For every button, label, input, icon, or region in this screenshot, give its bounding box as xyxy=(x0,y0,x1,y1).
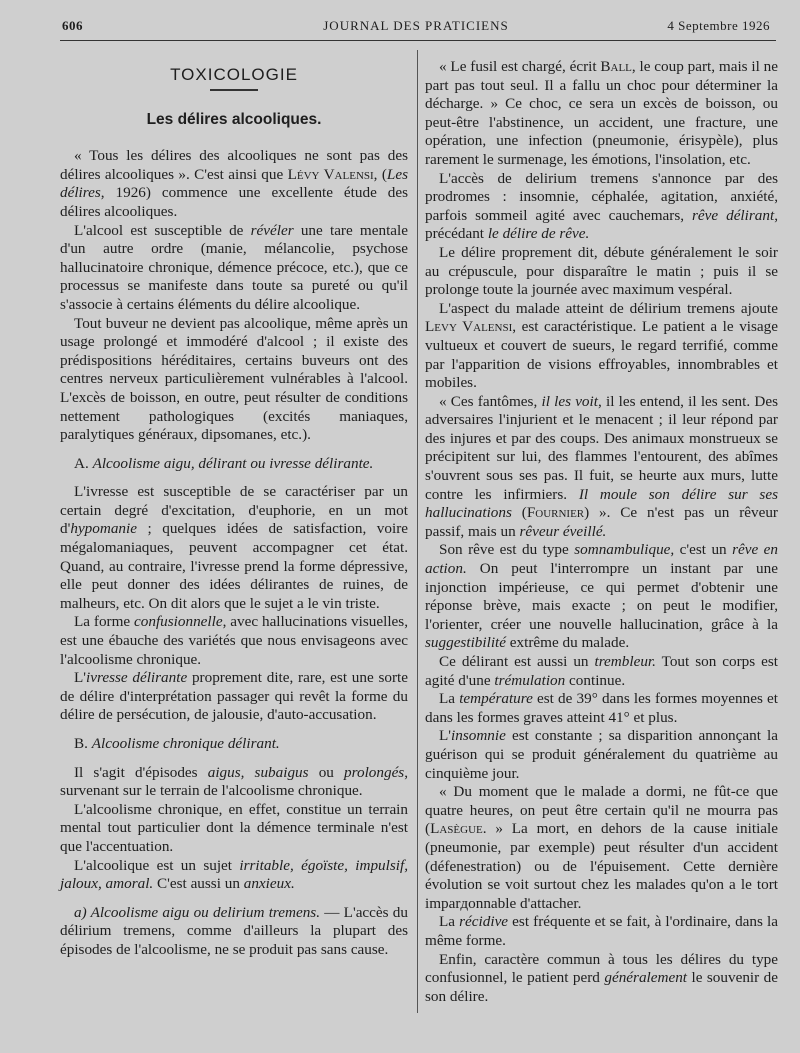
author-name: Levy Valensi xyxy=(425,318,513,336)
paragraph: La récidive est fréquente et se fait, à l'ordinaire, dans la même forme. xyxy=(425,913,778,949)
paragraph: La forme confusionnelle, avec hallucinations visuelles, est une ébauche des variétés que nous envisageons avec l'alcoolisme chronique. xyxy=(60,613,408,668)
paragraph: L'ivresse délirante proprement dite, rare, est une sorte de délire d'interprétation passager qui revêt la forme du délire de persécution, de jalousie, d'auto-accusation. xyxy=(60,669,408,724)
right-column xyxy=(425,58,778,1006)
running-header xyxy=(62,18,770,40)
header-rule xyxy=(60,40,776,41)
section-title: TOXICOLOGIE xyxy=(170,65,298,84)
paragraph: L'alcool est susceptible de révéler une tare mentale d'un autre ordre (manie, mélancolie, psychose hallucinatoire chronique, démence précoce, etc.), que ce processus se manifeste dans toute sa pureté ou qu'il s'associe à certains éléments du délire alcoolique. xyxy=(60,221,408,313)
paragraph: « Ces fantômes, il les voit, il les entend, il les sent. Des adversaires l'injurient et le menacent ; il leur répond par des injures et par des coups. Des animaux monstrueux se précipitent sur lui, des flammes l'entourent, des abîmes s'ouvrent sous ses pas. Il fuit, se heurte aux murs, lutte contre les infirmiers. Il moule son délire sur ses hallucinations (Fournier) ». Ce n'est pas un rêveur passif, mais un rêveur éveillé. xyxy=(425,392,778,540)
paragraph: L'insomnie est constante ; sa disparition annonçant la guérison qui se produit généralement du quatrième au cinquième jour. xyxy=(425,727,778,782)
author-name: Lasègue xyxy=(430,820,483,838)
paragraph: L'accès de delirium tremens s'annonce par des prodromes : insomnie, céphalée, agitation, anxiété, parfois sommeil agité avec cauchemars, rêve délirant, précédant le délire de rêve. xyxy=(425,169,778,243)
subsection-heading-b: B. Alcoolisme chronique délirant. xyxy=(74,735,280,752)
paragraph: « Tous les délires des alcooliques ne sont pas des délires alcooliques ». C'est ainsi que Lévy Valensi, (Les délires, 1926) commence une excellente étude des délires alcooliques. xyxy=(60,147,409,220)
subsection-heading-a: A. Alcoolisme aigu, délirant ou ivresse délirante. xyxy=(74,454,374,472)
section-underline xyxy=(210,89,258,91)
issue-date: 4 Septembre 1926 xyxy=(667,18,770,33)
paragraph: L'alcoolisme chronique, en effet, constitue un terrain mental tout particulier dont la démence terminale n'est que l'accentuation. xyxy=(60,800,408,855)
left-column xyxy=(60,50,408,960)
paragraph: Son rêve est du type somnambulique, c'est un rêve en action. On peut l'interrompre un instant par une injonction impérieuse, ce qui permet d'obtenir une réponse brève, mais exacte ; on peut le modifier, l'orienter, créer une nouvelle hallucination, grâce à la suggestibilité extrême du malade. xyxy=(425,541,778,652)
paragraph: L'aspect du malade atteint de délirium tremens ajoute Levy Valensi, est caractéristique. Le patient a le visage vultueux et couvert de sueurs, le regard terrifié, comme par l'apparition de visions effroyables, innombrables et mobiles. xyxy=(425,299,778,392)
article-title: Les délires alcooliques. xyxy=(146,110,322,128)
paragraph: L'ivresse est susceptible de se caractériser par un certain degré d'excitation, d'euphorie, en un mot d'hypomanie ; quelques idées de satisfaction, voire mégalomaniaques, peuvent accompagner cet état. Quand, au contraire, l'ivresse prend la forme dépressive, elle peut donner des idées délirantes de ruines, de malheurs, etc. On dit alors que le sujet a le vin triste. xyxy=(60,483,408,612)
author-name: Lévy Valensi xyxy=(287,165,374,183)
column-divider xyxy=(417,50,418,1013)
page-number: 606 xyxy=(62,18,83,33)
paragraph: « Du moment que le malade a dormi, ne fût-ce que quatre heures, on peut être certain qu'il ne mourra pas (Lasègue. » La mort, en dehors de la cause initiale (pneumonie, par exemple) peut résulter d'un accident (défenestration) ou de l'épuisement. Cette dernière évolution se voit surtout chez les malades qu'on a le tort imparдonnable d'attacher. xyxy=(425,783,778,912)
paragraph: L'alcoolique est un sujet irritable, égoïste, impulsif, jaloux, amoral. C'est aussi un anxieux. xyxy=(60,856,409,893)
paragraph: La température est de 39° dans les formes moyennes et dans les formes graves atteint 41° et plus. xyxy=(425,690,778,726)
paragraph: Il s'agit d'épisodes aigus, subaigus ou prolongés, survenant sur le terrain de l'alcoolisme chronique. xyxy=(60,763,409,800)
author-name: Fournier xyxy=(526,504,585,522)
paragraph: Enfin, caractère commun à tous les délires du type confusionnel, le patient perd généralement le souvenir de son délire. xyxy=(425,950,778,1005)
paragraph: Ce délirant est aussi un trembleur. Tout son corps est agité d'une trémulation continue. xyxy=(425,653,778,689)
paragraph: Le délire proprement dit, débute généralement le soir au crépuscule, pour disparaître le matin ; puis il se prolonge toute la journée avec maximum vespéral. xyxy=(425,243,778,299)
author-name: Ball xyxy=(600,58,632,75)
paragraph: Tout buveur ne devient pas alcoolique, même après un usage prolongé et immodéré d'alcool ; il existe des prédispositions héréditaires, certains buveurs ont des centres nerveux particulièrement vulnérables à l'alcool. L'excès de boisson, en outre, peut résulter de conditions nettement pathologiques (excités maniaques, paralytiques généraux, dipsomanes, etc.). xyxy=(60,314,408,444)
journal-title: JOURNAL DES PRATICIENS xyxy=(323,18,509,33)
paragraph: « Le fusil est chargé, écrit Ball, le coup part, mais il ne part pas tout seul. Il a fallu un choc pour déterminer la décharge. » Ce choc, ce sera un excès de boisson, ou peut-être l'abstinence, un accident, une fracture, une opération, une infection (pneumonie, érisypèle), plus rarement le surmenage, les émotions, l'insolation, etc. xyxy=(425,58,778,168)
paragraph: a) Alcoolisme aigu ou delirium tremens. — L'accès du délirium tremens, comme d'ailleurs la plupart des épisodes de l'alcoolisme, ne se produit pas sans cause. xyxy=(60,903,408,958)
